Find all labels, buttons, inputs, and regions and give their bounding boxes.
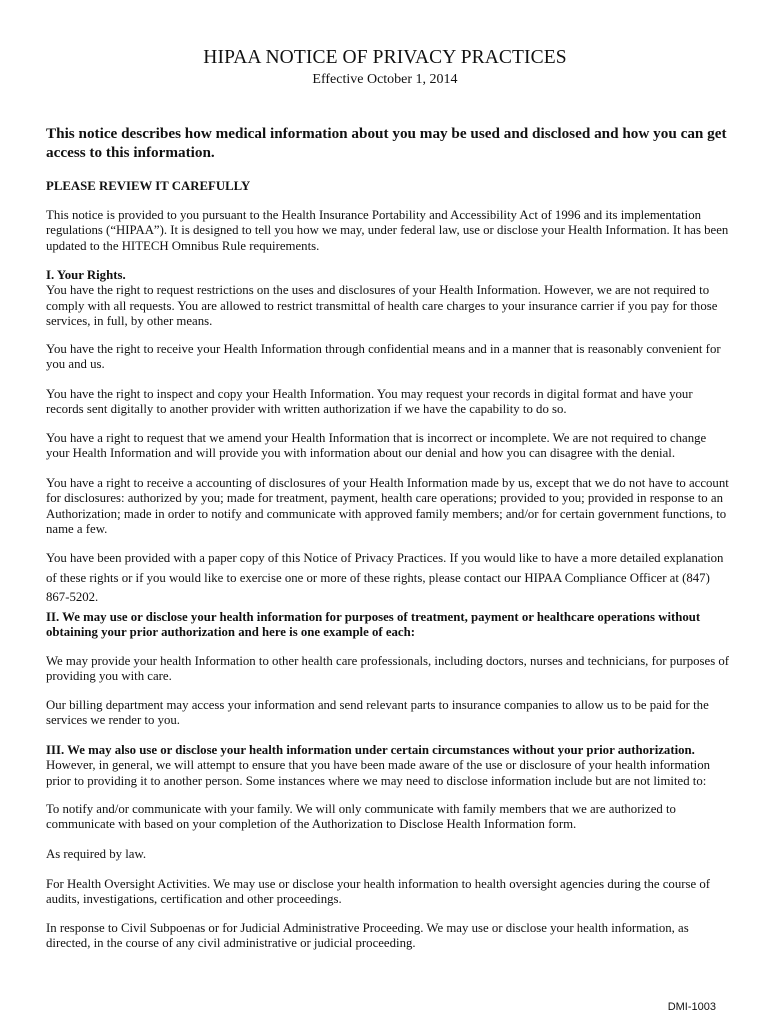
review-notice: PLEASE REVIEW IT CAREFULLY <box>46 179 251 193</box>
form-code: DMI-1003 <box>667 1001 716 1013</box>
paragraph-paper-copy: You have been provided with a paper copy of this Notice of Privacy Practices. If you would like to have a more detailed explanation of these rights or if you would like to exercise one or more of these rights, please contact our HIPAA Compliance Officer at (847) 867-5202. <box>46 551 724 604</box>
paragraph-billing: Our billing department may access your information and send relevant parts to insurance companies to allow us to be paid for the services we render to you. <box>46 698 709 728</box>
paragraph-required-by-law: As required by law. <box>46 847 147 861</box>
paragraph-oversight: For Health Oversight Activities. We may use or disclose your health information to health oversight agencies during the course of audits, investigations, certification and other proceedings. <box>46 877 711 907</box>
paragraph-family: To notify and/or communicate with your family. We will only communicate with family members that we are authorized to communicate with based on your completion of the Authorization to Disclose Health Information form. <box>46 802 676 832</box>
paragraph-subpoena: In response to Civil Subpoenas or for Judicial Administrative Proceeding. We may use or disclose your health information, as directed, in the course of any civil administrative or judicial proceeding. <box>46 921 689 951</box>
paragraph-confidential: You have the right to receive your Health Information through confidential means and in a manner that is reasonably convenient for you and us. <box>46 342 721 372</box>
document-title: HIPAA NOTICE OF PRIVACY PRACTICES <box>203 47 567 68</box>
paragraph-amend: You have a right to request that we amend your Health Information that is incorrect or incomplete. We are not required to change your Health Information and will provide you with information about our denial and how you can disagree with the denial. <box>46 431 707 461</box>
section-heading-treatment: II. We may use or disclose your health information for purposes of treatment, payment or healthcare operations without obtaining your prior authorization and here is one example of each: <box>46 610 701 640</box>
section-heading-your-rights: I. Your Rights. <box>46 268 126 282</box>
section-certain-circumstances <box>46 743 730 789</box>
paragraph-accounting: You have a right to receive a accounting of disclosures of your Health Information made by us, except that we do not have to account for disclosures: authorized by you; made for treatment, payment, health care operations; provided to you; provided in response to an Authorization; made in order to notify and communicate with approved family members; and/or for certain government functions, to name a few. <box>46 476 729 536</box>
paragraph-restrictions: You have the right to request restrictions on the uses and disclosures of your Health Information. However, we are not required to comply with all requests. You are allowed to restrict transmittal of health care charges to your insurance carrier if you pay for those services, in full, by other means. <box>46 283 718 328</box>
intro-statement: This notice describes how medical information about you may be used and disclosed and how you can get access to this information. <box>46 125 727 161</box>
section-your-rights <box>46 268 730 329</box>
paragraph-inspect: You have the right to inspect and copy your Health Information. You may request your records in digital format and have your records sent digitally to another provider with written authorization if we have the capability to do so. <box>46 387 693 417</box>
paragraph-purpose: This notice is provided to you pursuant to the Health Insurance Portability and Accessibility Act of 1996 and its implementation regulations (“HIPAA”). It is designed to tell you how we may, under federal law, use or disclose your Health Information. It has been updated to the HITECH Omnibus Rule requirements. <box>46 208 729 253</box>
paragraph-provide: We may provide your health Information to other health care professionals, including doctors, nurses and technicians, for purposes of providing you with care. <box>46 654 730 684</box>
paragraph-circumstances: However, in general, we will attempt to ensure that you have been made aware of the use or disclosure of your health information prior to providing it to another person. Some instances where we may need to disclose information include but are not limited to: <box>46 758 710 788</box>
effective-date: Effective October 1, 2014 <box>312 72 458 87</box>
section-heading-circumstances: III. We may also use or disclose your health information under certain circumstances without your prior authorization. <box>46 743 695 757</box>
